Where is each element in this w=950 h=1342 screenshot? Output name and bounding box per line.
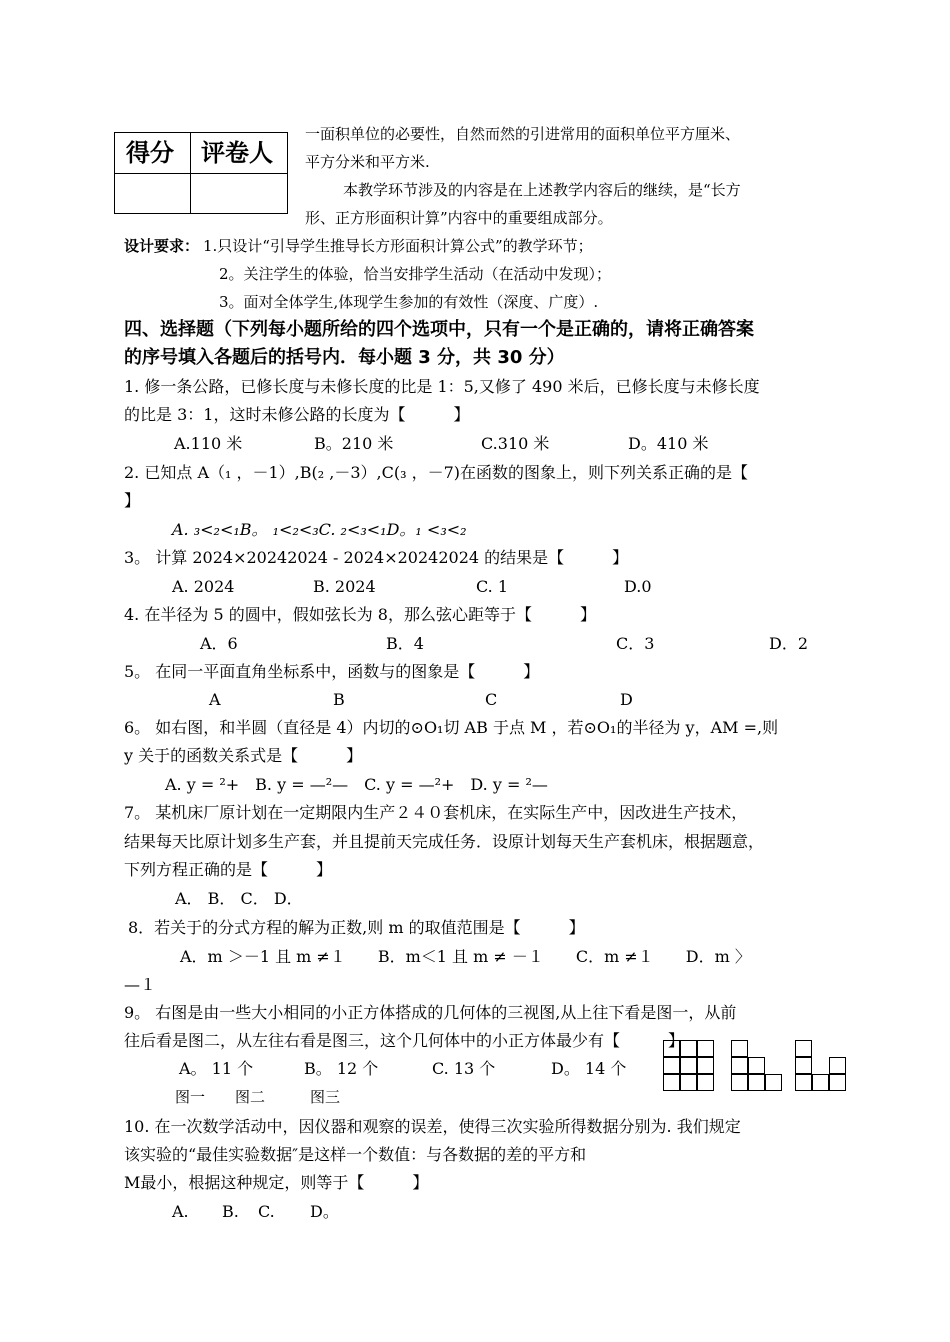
section-title: 的序号填入各题后的括号内．每小题 3 分，共 30 分） (124, 347, 565, 368)
score-table (114, 132, 288, 214)
question-6-cont: y 关于的函数关系式是【 】 (124, 746, 363, 765)
question-10: 10. 在一次数学活动中，因仪器和观察的误差，使得三次实验所得数据分别为. 我们规定 (124, 1117, 741, 1136)
intro-line: 形、正方形面积计算”内容中的重要组成部分。 (305, 209, 613, 227)
cube-square (663, 1040, 680, 1057)
question-10-cont: 该实验的“最佳实验数据″是这样一个数值：与各数据的差的平方和 (124, 1145, 587, 1164)
option-d[interactable]: D.0 (624, 577, 652, 596)
intro-line: 一面积单位的必要性，自然而然的引进常用的面积单位平方厘米、 (305, 125, 741, 143)
option-a[interactable]: A. 2024 (172, 577, 235, 596)
option-c[interactable]: C. 1 (476, 577, 509, 596)
question-7-options[interactable]: A． B． C． D． (175, 889, 303, 908)
cube-square (697, 1040, 714, 1057)
question-8-cont: —１ (124, 975, 157, 994)
cube-square (795, 1040, 812, 1057)
option-d[interactable]: D。 14 个 (551, 1059, 627, 1078)
cube-square (765, 1074, 782, 1091)
option-b[interactable]: B．4 (386, 634, 424, 653)
option-b[interactable]: B。 12 个 (304, 1059, 379, 1078)
question-9: 9。 右图是由一些大小相同的小正方体搭成的几何体的三视图,从上往下看是图一，从前 (124, 1003, 737, 1022)
question-1-cont: 的比是 3：1，这时未修公路的长度为【 】 (124, 405, 470, 424)
design-requirement: 2。关注学生的体验，恰当安排学生活动（在活动中发现）； (219, 265, 612, 283)
figure-label: 图三 (310, 1088, 341, 1106)
cube-square (812, 1074, 829, 1091)
option-c[interactable]: C．3 (616, 634, 655, 653)
cube-square (748, 1074, 765, 1091)
option-a[interactable]: A (209, 690, 221, 709)
design-requirement: 1.只设计“引导学生推导长方形面积计算公式”的教学环节； (203, 237, 593, 255)
figure-label: 图一 (175, 1088, 206, 1106)
question-8: 8．若关于的分式方程的解为正数,则 m 的取值范围是【 】 (128, 918, 585, 937)
question-3: 3。 计算 2024×20242024 - 2024×20242024 的结果是【 】 (124, 548, 629, 567)
option-b[interactable]: B. 2024 (313, 577, 376, 596)
option-d[interactable]: D。 (310, 1202, 339, 1221)
question-5: 5。 在同一平面直角坐标系中，函数与的图象是【 】 (124, 662, 540, 681)
cube-square (829, 1074, 846, 1091)
cube-square (731, 1074, 748, 1091)
cube-square (731, 1057, 748, 1074)
question-2-options[interactable]: A. ₃<₂<₁B。 ₁<₂<₃C. ₂<₃<₁D。₁ <₃<₂ (172, 520, 467, 539)
cube-square (663, 1057, 680, 1074)
question-6-options[interactable]: A. y = ²+ B. y = —²— C. y = —²+ D. y = ²— (165, 775, 548, 794)
intro-line: 平方分米和平方米. (305, 153, 430, 171)
option-a[interactable]: A.110 米 (174, 434, 243, 453)
cube-square (697, 1057, 714, 1074)
option-c[interactable]: C. 13 个 (432, 1059, 496, 1078)
cube-square (663, 1074, 680, 1091)
cube-square (680, 1040, 697, 1057)
design-label: 设计要求： (124, 237, 200, 255)
question-8-options[interactable]: A．m ＞－1 且 m ≠１ B．m＜1 且 m ≠ －１ C．m ≠１ D．m 〉 (180, 947, 751, 966)
score-cell[interactable] (115, 174, 189, 213)
question-7-cont: 下列方程正确的是【 】 (124, 860, 333, 879)
option-d[interactable]: D。410 米 (628, 434, 709, 453)
question-10-cont: M最小，根据这种规定，则等于【 】 (124, 1173, 429, 1192)
option-b[interactable]: B (333, 690, 345, 709)
cube-square (748, 1057, 765, 1074)
option-b[interactable]: B。210 米 (314, 434, 394, 453)
cube-square (795, 1057, 812, 1074)
question-2: 2. 已知点 A（₁ ，－1）,B(₂ ,－3）,C(₃ ，－7)在函数的图象上，则下列关系正确的是【 (124, 463, 749, 482)
grader-cell[interactable] (191, 174, 287, 213)
question-9-cont: 往后看是图二，从左往右看是图三，这个几何体中的小正方体最少有【 】 (124, 1031, 685, 1050)
question-1: 1. 修一条公路，已修长度与未修长度的比是 1：5,又修了 490 米后，已修长度与未修长度 (124, 377, 760, 396)
option-d[interactable]: D．2 (769, 634, 809, 653)
cube-square (680, 1057, 697, 1074)
option-b[interactable]: B. (222, 1202, 239, 1221)
option-a[interactable]: A。 11 个 (179, 1059, 254, 1078)
option-c[interactable]: C (485, 690, 498, 709)
cube-square (731, 1040, 748, 1057)
option-c[interactable]: C.310 米 (481, 434, 550, 453)
question-4: 4. 在半径为 5 的圆中，假如弦长为 8，那么弦心距等于【 】 (124, 605, 596, 624)
option-d[interactable]: D (620, 690, 633, 709)
cube-square (680, 1074, 697, 1091)
option-a[interactable]: A. (172, 1202, 189, 1221)
question-7: 7。 某机床厂原计划在一定期限内生产２４０套机床，在实际生产中，因改进生产技术， (124, 803, 748, 822)
option-c[interactable]: C. (258, 1202, 275, 1221)
section-title: 四、选择题（下列每小题所给的四个选项中，只有一个是正确的，请将正确答案 (124, 319, 754, 340)
option-a[interactable]: A．6 (200, 634, 238, 653)
cube-square (697, 1074, 714, 1091)
question-2-cont: 】 (124, 491, 141, 510)
question-7-cont: 结果每天比原计划多生产套，并且提前天完成任务．设原计划每天生产套机床，根据题意， (124, 832, 765, 851)
score-header: 得分 (126, 138, 174, 167)
figure-label: 图二 (235, 1088, 266, 1106)
cube-square (795, 1074, 812, 1091)
cube-square (829, 1057, 846, 1074)
question-6: 6。 如右图，和半圆（直径是 4）内切的⊙O₁切 AB 于点 M ，若⊙O₁的半径为 y，AM =,则 (124, 718, 779, 737)
design-requirement: 3。面对全体学生,体现学生参加的有效性（深度、广度）. (219, 293, 599, 311)
three-view-figure (663, 1040, 853, 1100)
intro-line: 本教学环节涉及的内容是在上述教学内容后的继续，是“长方 (343, 181, 741, 199)
grader-header: 评卷人 (201, 138, 273, 167)
